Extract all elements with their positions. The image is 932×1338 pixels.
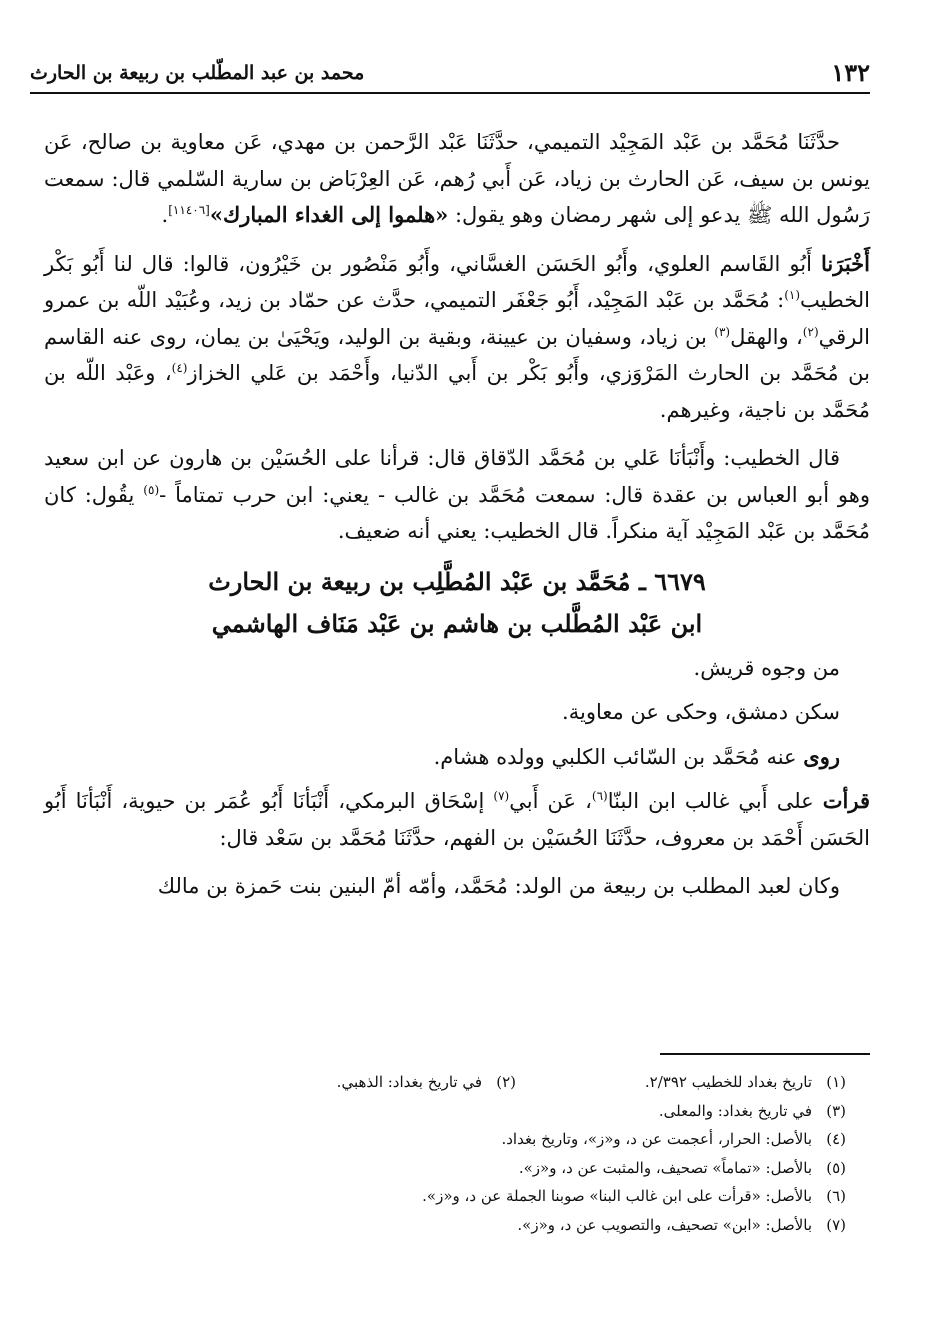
footnote-ref[interactable]: (٥) — [143, 482, 160, 497]
footnote-number: (٢) — [496, 1073, 516, 1091]
hadith-reference: [١١٤٠٦] — [168, 203, 210, 217]
page-number: ١٣٢ — [831, 58, 870, 87]
footnote-text: بالأصل: الحرار، أعجمت عن د، و«ز»، وتاريخ بغداد. — [501, 1130, 812, 1148]
footnote-row — [60, 1068, 846, 1097]
footnote — [337, 1068, 516, 1097]
paragraph-text: يقُول: كان مُحَمَّد بن عَبْد المَجِيْد آية منكراً. قال الخطيب: يعني أنه ضعيف. — [44, 482, 870, 543]
footnote — [60, 1211, 846, 1240]
entry-line: من وجوه قريش. — [693, 655, 840, 680]
paragraph-text: إسْحَاق البرمكي، أَنْبَأنَا أَبُو عُمَر بن حيوية، أَنْبَأنَا أَبُو الحَسَن أَحْمَد بن معروف، حدَّثَنَا الحُسَيْن بن الفهم، حدَّثَنَا مُحَمَّد بن سَعْد قال: — [44, 789, 870, 850]
paragraph-final: وكان لعبد المطلب بن ربيعة من الولد: مُحَمَّد، وأمّه أمّ البنين بنت حَمزة بن مالك — [157, 874, 840, 898]
footnote — [60, 1125, 846, 1154]
footnote-number: (١) — [826, 1073, 846, 1091]
running-title: محمد بن عبد المطّلب بن ربيعة بن الحارث — [30, 62, 365, 84]
footnote-text: في تاريخ بغداد: الذهبي. — [336, 1073, 482, 1091]
footnote-divider — [660, 1053, 870, 1055]
footnote-text: تاريخ بغداد للخطيب ٢/٣٩٢. — [644, 1073, 812, 1091]
entry-heading-continued: ابن عَبْد المُطَّلب بن هاشم بن عَبْد مَنَاف الهاشمي — [211, 608, 703, 638]
paragraph-isnad — [44, 783, 870, 856]
paragraph-text: حدَّثَنَا مُحَمَّد بن عَبْد المَجِيْد التميمي، حدَّثَنَا عَبْد الرَّحمن بن مهدي، عَن معاوية بن صالح، عَن يونس بن سيف، عَن الحارث بن زياد، عَن أَبي رُهم، عَن العِرْبَاض بن سارية السّلمي قال: سمعت رَسُول الله ﷺ يدعو إلى شهر رمضان وهو يقول: — [44, 130, 870, 227]
footnote-ref[interactable]: (٢) — [802, 324, 819, 339]
footnote-number: (٧) — [826, 1215, 846, 1234]
lead-word: قرأت — [822, 788, 871, 813]
entry-heading: ٦٦٧٩ ـ مُحَمَّد بن عَبْد المُطَّلِب بن ربيعة بن الحارث — [208, 566, 706, 596]
paragraph-text: ، والهقل — [730, 324, 803, 349]
paragraph-text: على أَبي غالب ابن البنّا — [607, 789, 823, 813]
paragraph-daqqaq — [44, 440, 870, 550]
footnote — [60, 1097, 846, 1126]
paragraph-text: ، عَن أَبي — [509, 789, 592, 813]
footnote-number: (٥) — [826, 1158, 846, 1177]
footnotes — [60, 1068, 846, 1239]
lead-word: روى — [803, 743, 840, 769]
footnote-text: بالأصل: «ابن» تصحيف، والتصويب عن د، و«ز». — [517, 1215, 812, 1234]
paragraph-text: عنه مُحَمَّد بن السّائب الكلبي وولده هشام. — [433, 744, 804, 769]
footnote-number: (٤) — [826, 1130, 846, 1148]
footnote-text: في تاريخ بغداد: والمعلى. — [658, 1101, 812, 1120]
footnote-ref[interactable]: (٧) — [493, 789, 510, 803]
lead-word: أَخْبَرَنا — [821, 250, 870, 276]
main-text — [44, 124, 870, 917]
footnote — [516, 1068, 846, 1097]
footnote-ref[interactable]: (١) — [784, 288, 801, 302]
paragraph-khatib — [44, 246, 870, 429]
paragraph-text: بن زياد، وسفيان بن عيينة، وبقية بن الوليد، ويَحْيَىٰ بن يمان، روى عنه القاسم بن مُحَمَّد بن الحارث المَرْوَزي، وأَبُو بَكْر بن أَبي الدّنيا، وأَحْمَد بن عَلي الخزاز — [44, 324, 871, 385]
footnote-ref[interactable]: (٤) — [171, 361, 188, 375]
paragraph-hadith — [44, 124, 870, 234]
hadith-quote: «هلموا إلى الغداء المبارك» — [209, 202, 449, 227]
paragraph-end: . — [161, 203, 169, 227]
paragraph-text: قال الخطيب: وأَنْبَأنَا عَلي بن مُحَمَّد الدّقاق قال: قرأنا على الحُسَيْن بن هارون عن ابن سعيد وهو أبو العباس بن عقدة قال: سمعت مُحَمَّد بن غالب - يعني: ابن حرب تمتاماً - — [44, 446, 870, 507]
paragraph-text: أَبُو القَاسم العلوي، وأَبُو الحَسَن الغسَّاني، وأَبُو مَنْصُور بن خَيْرُون، قالوا: قال لنا أَبُو بَكْر الخطيب — [44, 251, 870, 312]
footnote-ref[interactable]: (٣) — [714, 324, 731, 339]
page-header — [30, 52, 870, 94]
footnote-number: (٦) — [826, 1187, 846, 1205]
paragraph-text: ، وعَبْد اللّه بن مُحَمَّد بن ناجية، وغيرهم. — [44, 361, 870, 422]
footnote — [60, 1182, 846, 1211]
entry-line — [44, 739, 870, 776]
paragraph-text: : مُحَمَّد بن عَبْد المَجِيْد، أَبُو جَعْفَر التميمي، حدَّث عن حمّاد بن زيد، وعُبَيْد اللّه بن عمرو الرقي — [44, 288, 870, 349]
footnote-number: (٣) — [826, 1101, 846, 1120]
footnote-text: بالأصل: «قرأت على ابن غالب البنا» صوبنا الجملة عن د، و«ز». — [422, 1187, 812, 1205]
footnote — [60, 1154, 846, 1183]
entry-line: سكن دمشق، وحكى عن معاوية. — [562, 700, 840, 724]
footnote-ref[interactable]: (٦) — [591, 789, 608, 803]
footnote-text: بالأصل: «تماماً» تصحيف، والمثبت عن د، و«ز». — [518, 1158, 812, 1177]
